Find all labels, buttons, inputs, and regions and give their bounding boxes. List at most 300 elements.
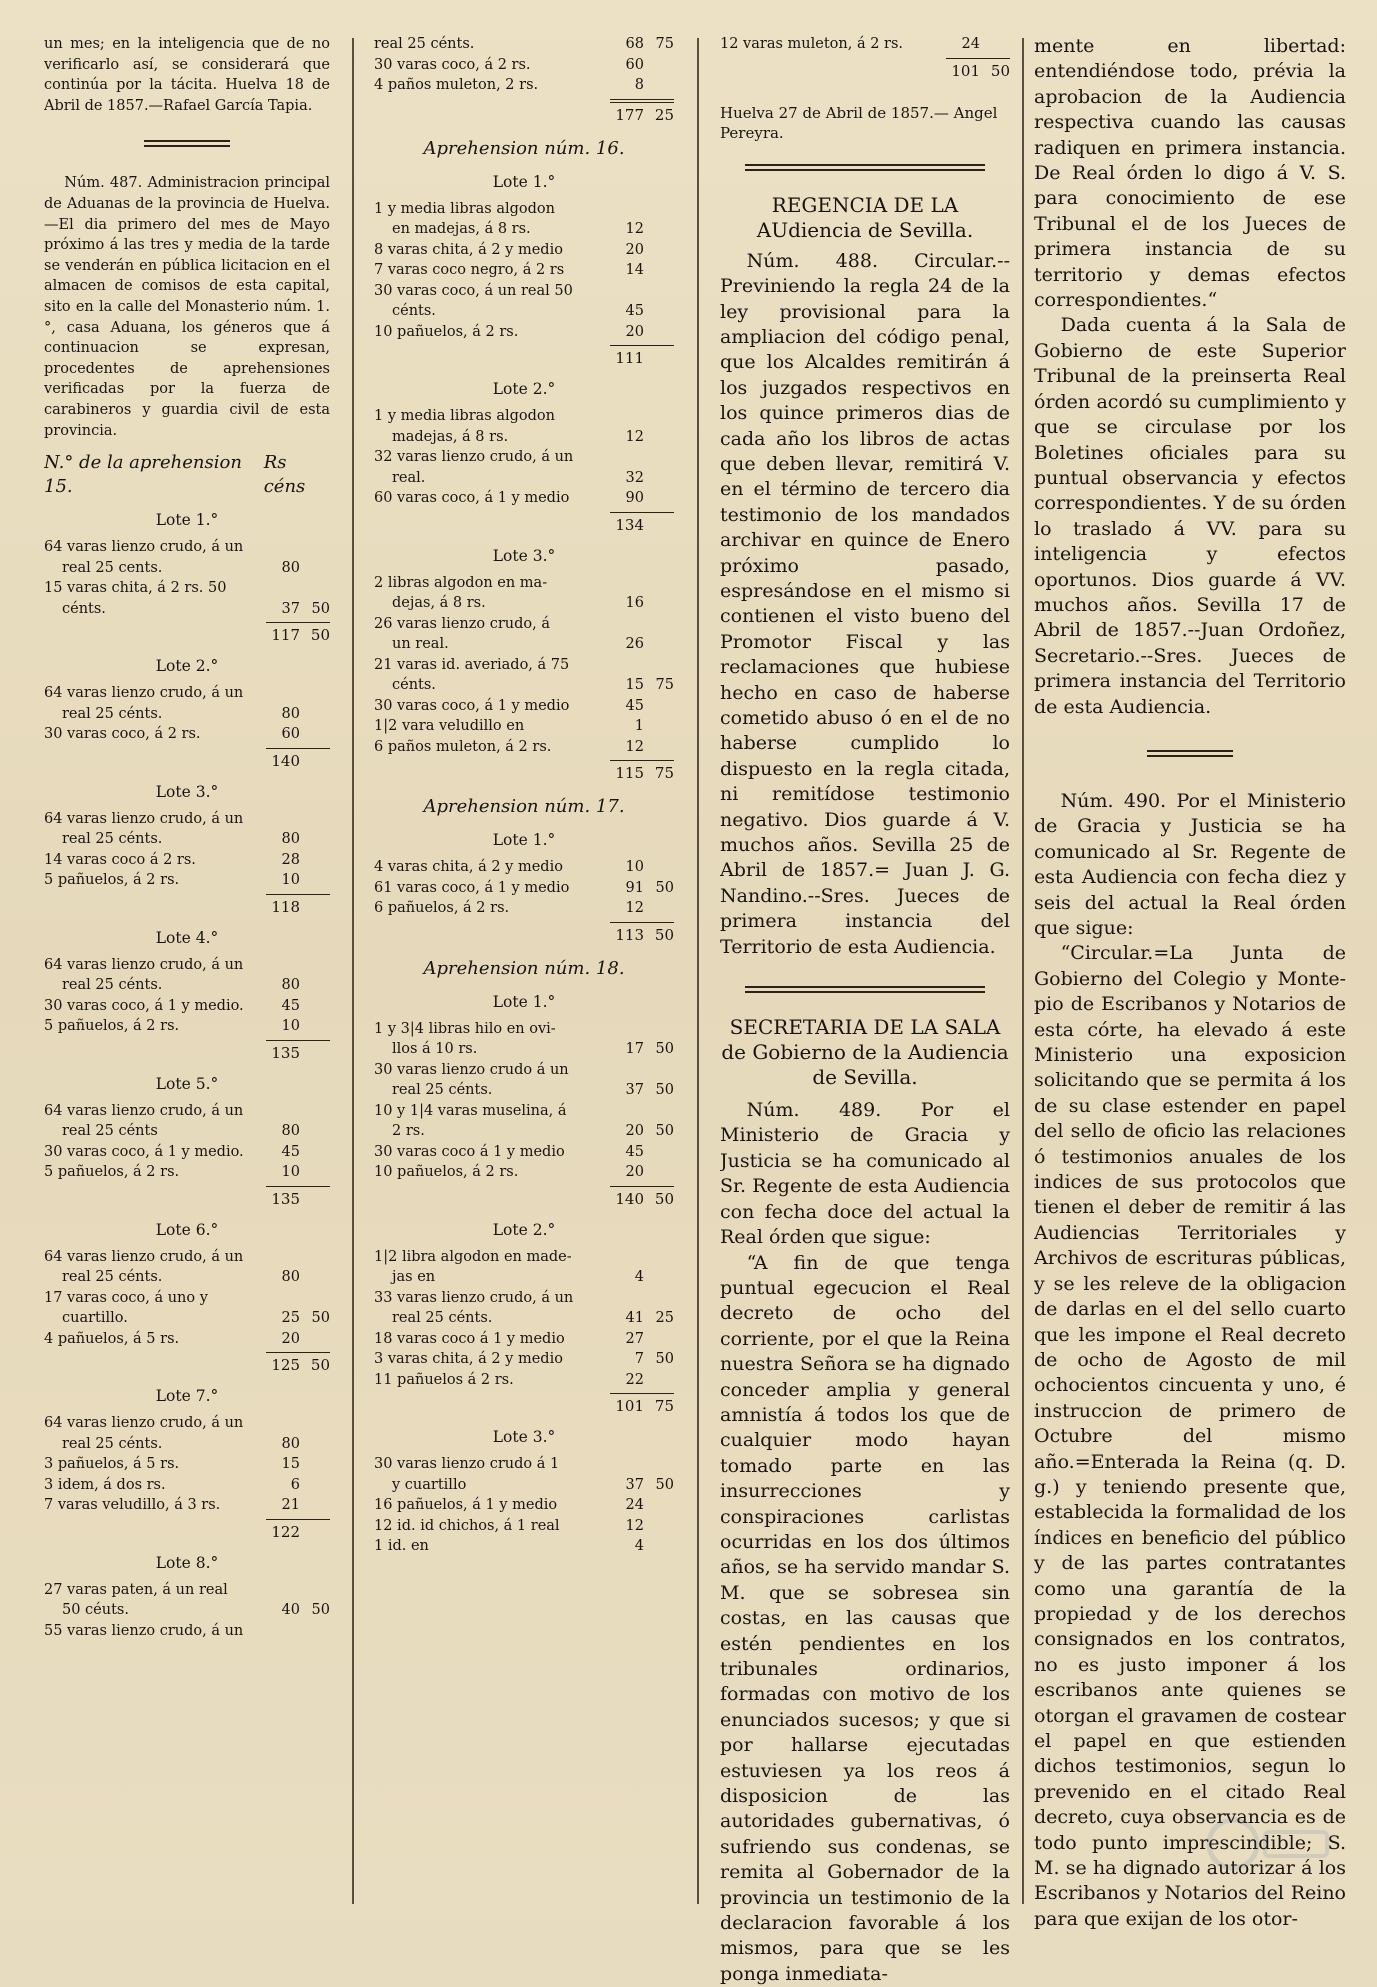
signature-pereyra: Huelva 27 de Abril de 1857.— Angel Pereyra.	[720, 103, 1010, 144]
aprehension-title: Aprehension núm. 18.	[374, 957, 674, 981]
item-row	[44, 1454, 330, 1475]
item-reales: 20	[606, 322, 644, 343]
item-description: 6 pañuelos, á 2 rs.	[374, 898, 606, 919]
item-description: 14 varas coco á 2 rs.	[44, 850, 262, 871]
total-reales: 177	[606, 105, 644, 125]
item-row	[374, 593, 674, 614]
total-centimos: 50	[644, 925, 674, 945]
item-centimos	[644, 1247, 674, 1268]
item-centimos	[644, 1267, 674, 1288]
item-description: jas en	[374, 1267, 606, 1288]
lote-title: Lote 1.°	[374, 991, 674, 1013]
item-centimos	[300, 809, 330, 830]
sum-line	[266, 1519, 330, 1520]
item-reales	[606, 1101, 644, 1122]
item-row	[44, 1308, 330, 1329]
item-reales: 32	[606, 468, 644, 489]
separator	[1147, 750, 1233, 757]
item-description: 55 varas lienzo crudo, á un	[44, 1621, 262, 1642]
lote-title: Lote 3.°	[44, 781, 330, 803]
total-reales: 115	[606, 763, 644, 783]
item-reales: 4	[606, 1536, 644, 1557]
item-row	[44, 1101, 330, 1122]
item-centimos	[644, 1060, 674, 1081]
lote-total	[374, 1396, 674, 1416]
item-row	[44, 1621, 330, 1642]
item-row	[374, 219, 674, 240]
item-row	[44, 558, 330, 579]
item-row	[44, 1600, 330, 1621]
item-reales	[606, 1060, 644, 1081]
item-centimos	[644, 427, 674, 448]
total-centimos	[300, 897, 330, 917]
lote-total	[374, 1189, 674, 1209]
total-reales: 118	[262, 897, 300, 917]
item-centimos	[300, 724, 330, 745]
item-reales	[262, 578, 300, 599]
sum-line	[610, 512, 674, 513]
total-centimos: 75	[644, 1396, 674, 1416]
separator	[745, 164, 985, 171]
item-row	[374, 675, 674, 696]
item-centimos	[644, 634, 674, 655]
item-centimos	[300, 850, 330, 871]
item-centimos	[644, 240, 674, 261]
item-reales: 27	[606, 1329, 644, 1350]
item-description: real 25 cénts.	[374, 34, 606, 55]
item-centimos	[644, 1288, 674, 1309]
item-row	[374, 301, 674, 322]
item-reales: 21	[262, 1495, 300, 1516]
intro-paragraph: un mes; en la inteligencia que de no verificarlo así, se considerará que continúa por la tácita. Huelva 18 de Abril de 1857.—Rafael García Tapia.	[44, 34, 330, 116]
item-description: 32 varas lienzo crudo, á un	[374, 447, 606, 468]
item-row	[374, 427, 674, 448]
total-centimos	[644, 348, 674, 368]
item-description: 30 varas coco, á 1 y medio.	[44, 1142, 262, 1163]
item-description: 1 y media libras algodon	[374, 406, 606, 427]
item-centimos	[644, 1142, 674, 1163]
item-row	[374, 55, 674, 76]
item-reales: 20	[262, 1329, 300, 1350]
item-reales: 10	[262, 1016, 300, 1037]
item-centimos	[644, 1370, 674, 1391]
item-description: 64 varas lienzo crudo, á un	[44, 683, 262, 704]
item-centimos	[644, 614, 674, 635]
item-reales: 7	[606, 1349, 644, 1370]
item-row	[44, 1121, 330, 1142]
item-centimos	[300, 1247, 330, 1268]
item-centimos	[644, 1019, 674, 1040]
item-centimos	[300, 1454, 330, 1475]
item-row	[374, 447, 674, 468]
item-reales: 4	[606, 1267, 644, 1288]
lote-title: Lote 1.°	[44, 509, 330, 531]
item-reales: 60	[262, 724, 300, 745]
item-reales: 45	[262, 996, 300, 1017]
item-centimos	[300, 1142, 330, 1163]
item-description: real 25 cénts.	[44, 1267, 262, 1288]
item-reales: 37	[262, 599, 300, 620]
item-centimos	[300, 1016, 330, 1037]
item-row	[44, 829, 330, 850]
item-description: cénts.	[374, 301, 606, 322]
item-reales	[262, 1580, 300, 1601]
regencia-heading: REGENCIA DE LA AUdiencia de Sevilla.	[720, 193, 1010, 243]
item-row	[44, 1580, 330, 1601]
lote-title: Lote 4.°	[44, 927, 330, 949]
article-490: Núm. 490. Por el Ministerio de Gracia y Justicia se ha comunicado al Sr. Regente de esta Audiencia con fecha diez y seis del actual la Real órden que sigue:	[1034, 789, 1346, 941]
item-description: 7 varas coco negro, á 2 rs	[374, 260, 606, 281]
item-reales	[606, 1288, 644, 1309]
item-reales: 26	[606, 634, 644, 655]
item-centimos: 50	[644, 1349, 674, 1370]
lote-title: Lote 5.°	[44, 1073, 330, 1095]
total-centimos: 50	[300, 625, 330, 645]
item-row	[374, 878, 674, 899]
total-reales: 111	[606, 348, 644, 368]
lote-total	[44, 1355, 330, 1375]
item-reales: 90	[606, 488, 644, 509]
item-description: 5 pañuelos, á 2 rs.	[44, 1016, 262, 1037]
lote-title: Lote 1.°	[374, 829, 674, 851]
item-reales: 15	[262, 1454, 300, 1475]
item-description: 60 varas coco, á 1 y medio	[374, 488, 606, 509]
total-reales: 122	[262, 1522, 300, 1542]
item-centimos: 50	[644, 1121, 674, 1142]
item-row	[374, 1121, 674, 1142]
item-reales: 14	[606, 260, 644, 281]
item-reales: 20	[606, 1162, 644, 1183]
sum-line	[610, 1186, 674, 1187]
item-description: 2 libras algodon en ma-	[374, 573, 606, 594]
item-reales	[262, 683, 300, 704]
item-centimos	[300, 1288, 330, 1309]
sum-line	[266, 1186, 330, 1187]
item-description: 12 id. id chichos, á 1 real	[374, 1516, 606, 1537]
item-centimos	[644, 260, 674, 281]
item-row	[44, 724, 330, 745]
item-row	[374, 199, 674, 220]
lote-title: Lote 1.°	[374, 171, 674, 193]
item-centimos: 50	[300, 599, 330, 620]
column-1	[44, 34, 330, 1641]
item-reales	[606, 199, 644, 220]
item-reales: 91	[606, 878, 644, 899]
item-description: 3 idem, á dos rs.	[44, 1475, 262, 1496]
item-reales	[262, 1621, 300, 1642]
aprehensiones-list	[374, 137, 674, 1557]
item-row	[374, 1019, 674, 1040]
item-centimos	[644, 322, 674, 343]
item-description: 30 varas coco, á 1 y medio	[374, 696, 606, 717]
item-description: llos á 10 rs.	[374, 1039, 606, 1060]
article-489: Núm. 489. Por el Ministerio de Gracia y Justicia se ha comunicado al Sr. Regente de esta Audiencia con fecha doce del actual la Real órden que sigue:	[720, 1098, 1010, 1250]
item-centimos	[980, 34, 1010, 55]
item-description: madejas, á 8 rs.	[374, 427, 606, 448]
item-reales: 45	[606, 1142, 644, 1163]
lote-title: Lote 7.°	[44, 1385, 330, 1407]
total-reales: 101	[606, 1396, 644, 1416]
item-description: 8 varas chita, á 2 y medio	[374, 240, 606, 261]
item-reales: 20	[606, 240, 644, 261]
item-reales: 12	[606, 427, 644, 448]
item-description: 30 varas coco á 1 y medio	[374, 1142, 606, 1163]
lote-total	[374, 348, 674, 368]
item-reales: 12	[606, 1516, 644, 1537]
item-centimos	[644, 75, 674, 96]
item-description: real 25 cénts.	[374, 1308, 606, 1329]
item-description: 30 varas lienzo crudo á 1	[374, 1454, 606, 1475]
item-description: 10 y 1|4 varas muselina, á	[374, 1101, 606, 1122]
item-row	[374, 1329, 674, 1350]
total-centimos	[300, 1522, 330, 1542]
total-reales: 140	[262, 751, 300, 771]
item-centimos: 50	[644, 878, 674, 899]
item-centimos: 75	[644, 34, 674, 55]
aprehension-title: Aprehension núm. 16.	[374, 137, 674, 161]
item-centimos	[300, 1475, 330, 1496]
item-reales: 45	[606, 696, 644, 717]
item-row	[374, 655, 674, 676]
item-row	[44, 537, 330, 558]
total-reales: 113	[606, 925, 644, 945]
item-reales: 10	[262, 1162, 300, 1183]
item-row	[374, 634, 674, 655]
item-reales: 10	[262, 870, 300, 891]
item-reales: 12	[606, 898, 644, 919]
item-row	[374, 468, 674, 489]
item-centimos	[300, 683, 330, 704]
aprehension-15-header	[44, 451, 330, 499]
item-description: real 25 cénts	[44, 1121, 262, 1142]
item-reales: 60	[606, 55, 644, 76]
item-reales: 80	[262, 1434, 300, 1455]
item-row	[374, 1142, 674, 1163]
item-row	[374, 1080, 674, 1101]
item-centimos	[644, 447, 674, 468]
item-description: 5 pañuelos, á 2 rs.	[44, 870, 262, 891]
item-centimos	[644, 1495, 674, 1516]
item-centimos	[300, 870, 330, 891]
item-row	[374, 1039, 674, 1060]
item-reales: 28	[262, 850, 300, 871]
item-row	[44, 1016, 330, 1037]
item-description: real 25 cénts.	[44, 829, 262, 850]
item-description: 3 varas chita, á 2 y medio	[374, 1349, 606, 1370]
dada-cuenta-paragraph: Dada cuenta á la Sala de Gobierno de este Superior Tribunal de la preinserta Real órden acordó su cumplimiento y que se circulase por los Boletines oficiales para su puntual observancia y efectos correspondientes. Y de su órden lo traslado á VV. para su inteligencia y efectos oportunos. Dios guarde á VV. muchos años. Sevilla 17 de Abril de 1857.--Juan Ordoñez, Secretario.--Sres. Jueces de primera instancia del Territorio de esta Audiencia.	[1034, 313, 1346, 720]
item-description: real 25 cénts.	[374, 1080, 606, 1101]
sum-line	[266, 1352, 330, 1353]
item-row	[720, 34, 1010, 55]
item-reales	[262, 955, 300, 976]
item-description: 27 varas paten, á un real	[44, 1580, 262, 1601]
item-row	[374, 716, 674, 737]
item-description: 4 pañuelos, á 5 rs.	[44, 1329, 262, 1350]
item-row	[44, 1475, 330, 1496]
item-centimos	[644, 573, 674, 594]
lote-title: Lote 8.°	[44, 1552, 330, 1574]
item-description: 64 varas lienzo crudo, á un	[44, 537, 262, 558]
item-centimos	[644, 281, 674, 302]
item-reales: 45	[606, 301, 644, 322]
item-description: 1 y media libras algodon	[374, 199, 606, 220]
item-description: 26 varas lienzo crudo, á	[374, 614, 606, 635]
item-centimos: 50	[644, 1475, 674, 1496]
item-description: 30 varas lienzo crudo á un	[374, 1060, 606, 1081]
total-centimos: 25	[644, 105, 674, 125]
item-row	[374, 406, 674, 427]
aprehension-15-title: N.° de la aprehension 15.	[44, 451, 264, 499]
item-centimos	[644, 199, 674, 220]
item-centimos	[644, 737, 674, 758]
sum-line	[266, 622, 330, 623]
item-reales	[262, 1247, 300, 1268]
total-reales: 135	[262, 1043, 300, 1063]
article-487: Núm. 487. Administracion principal de Aduanas de la provincia de Huelva.—El dia primero del mes de Mayo próximo á las tres y media de la tarde se venderán en pública licitacion en el almacen de comisos de esta capital, sito en la calle del Monasterio núm. 1.°, casa Aduana, los géneros que á continuacion se expresan, procedentes de aprehensiones verificadas por la fuerza de carabineros y guardia civil de esta provincia.	[44, 173, 330, 441]
item-row	[374, 1060, 674, 1081]
item-row	[374, 34, 674, 55]
item-centimos	[644, 219, 674, 240]
item-description: y cuartillo	[374, 1475, 606, 1496]
item-reales: 80	[262, 1267, 300, 1288]
item-description: 1 y 3|4 libras hilo en ovi-	[374, 1019, 606, 1040]
lote-total	[374, 105, 674, 125]
item-row	[374, 281, 674, 302]
lote-total	[44, 1189, 330, 1209]
lote-total	[44, 1522, 330, 1542]
item-centimos	[644, 1454, 674, 1475]
sum-line	[266, 894, 330, 895]
item-row	[44, 1495, 330, 1516]
item-description: 4 paños muleton, 2 rs.	[374, 75, 606, 96]
item-description: dejas, á 8 rs.	[374, 593, 606, 614]
lote-total	[720, 61, 1010, 81]
total-centimos: 75	[644, 763, 674, 783]
item-reales	[606, 614, 644, 635]
item-reales: 16	[606, 593, 644, 614]
item-row	[374, 488, 674, 509]
item-centimos	[644, 1536, 674, 1557]
item-description: 2 rs.	[374, 1121, 606, 1142]
item-description: 18 varas coco á 1 y medio	[374, 1329, 606, 1350]
item-row	[374, 260, 674, 281]
item-centimos	[300, 1121, 330, 1142]
column-3	[720, 34, 1010, 1987]
lotes-list	[44, 509, 330, 1641]
item-row	[374, 240, 674, 261]
item-description: en madejas, á 8 rs.	[374, 219, 606, 240]
item-row	[374, 1475, 674, 1496]
item-reales	[606, 406, 644, 427]
column-4	[1034, 34, 1346, 1932]
sum-line	[610, 345, 674, 346]
item-row	[374, 737, 674, 758]
item-row	[374, 1101, 674, 1122]
item-centimos	[300, 1495, 330, 1516]
item-description: 61 varas coco, á 1 y medio	[374, 878, 606, 899]
item-description: cénts.	[374, 675, 606, 696]
item-centimos: 75	[644, 675, 674, 696]
item-centimos	[644, 857, 674, 878]
item-centimos: 50	[644, 1080, 674, 1101]
lote-title: Lote 2.°	[374, 1219, 674, 1241]
item-description: 1 id. en	[374, 1536, 606, 1557]
library-stamp-icon	[1203, 1814, 1333, 1874]
item-reales: 6	[262, 1475, 300, 1496]
item-description: real.	[374, 468, 606, 489]
item-row	[374, 614, 674, 635]
item-reales: 45	[262, 1142, 300, 1163]
item-row	[44, 1413, 330, 1434]
sum-line	[266, 748, 330, 749]
units-header: Rs céns	[264, 451, 330, 499]
item-centimos	[300, 1267, 330, 1288]
lote-title: Lote 3.°	[374, 545, 674, 567]
item-reales	[262, 1413, 300, 1434]
item-reales	[606, 573, 644, 594]
item-row	[44, 1434, 330, 1455]
item-row	[374, 898, 674, 919]
separator	[745, 986, 985, 993]
item-reales: 17	[606, 1039, 644, 1060]
item-reales: 8	[606, 75, 644, 96]
item-centimos	[644, 716, 674, 737]
item-row	[44, 578, 330, 599]
item-centimos	[644, 488, 674, 509]
total-centimos	[644, 515, 674, 535]
item-centimos	[644, 1101, 674, 1122]
item-description: 5 pañuelos, á 2 rs.	[44, 1162, 262, 1183]
item-description: 50 céuts.	[44, 1600, 262, 1621]
lote-total	[44, 751, 330, 771]
item-description: 30 varas coco, á 1 y medio.	[44, 996, 262, 1017]
item-row	[374, 1267, 674, 1288]
item-centimos: 25	[644, 1308, 674, 1329]
item-row	[44, 870, 330, 891]
item-centimos	[300, 1580, 330, 1601]
item-row	[374, 1162, 674, 1183]
item-row	[44, 683, 330, 704]
item-row	[44, 1142, 330, 1163]
item-reales: 41	[606, 1308, 644, 1329]
total-reales: 101	[942, 61, 980, 81]
lote-total	[374, 763, 674, 783]
item-row	[374, 75, 674, 96]
item-reales: 12	[606, 737, 644, 758]
item-centimos: 50	[644, 1039, 674, 1060]
article-489-continued: mente en libertad: entendiéndose todo, prévia la aprobacion de la Audiencia respectiva cuando las causas radiquen en primera instancia. De Real órden lo digo á V. S. para conocimiento de ese Tribunal el de los Jueces de primera instancia de su territorio y demas efectos correspondientes.“	[1034, 34, 1346, 313]
separator	[144, 140, 230, 147]
item-centimos	[300, 996, 330, 1017]
item-reales	[262, 1288, 300, 1309]
item-reales	[262, 809, 300, 830]
item-description: 64 varas lienzo crudo, á un	[44, 1413, 262, 1434]
item-reales: 12	[606, 219, 644, 240]
item-reales	[262, 1101, 300, 1122]
item-centimos	[300, 829, 330, 850]
item-centimos	[300, 1329, 330, 1350]
item-reales: 20	[606, 1121, 644, 1142]
sum-line	[610, 1393, 674, 1394]
item-row	[44, 1267, 330, 1288]
item-reales	[606, 1247, 644, 1268]
item-reales	[606, 447, 644, 468]
item-description: 10 pañuelos, á 2 rs.	[374, 322, 606, 343]
item-reales: 37	[606, 1080, 644, 1101]
item-reales: 24	[942, 34, 980, 55]
item-description: 17 varas coco, á uno y	[44, 1288, 262, 1309]
item-description: 12 varas muleton, á 2 rs.	[720, 34, 942, 55]
